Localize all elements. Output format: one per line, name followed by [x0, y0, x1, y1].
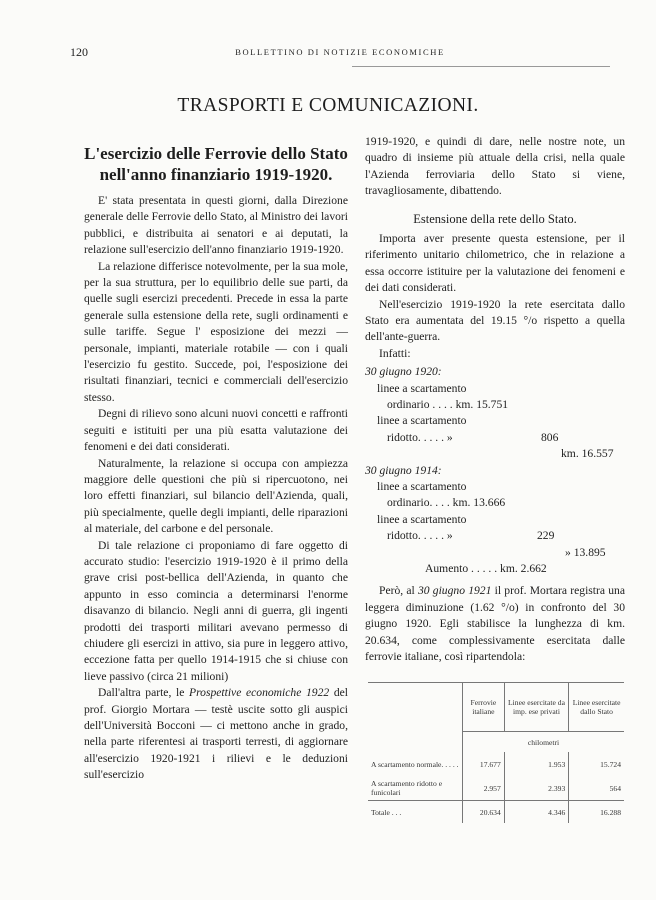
running-header — [70, 45, 610, 61]
table-corner — [368, 732, 463, 753]
table-cell: 16.288 — [569, 801, 624, 824]
paragraph: Di tale relazione ci proponiamo di fare oggetto di accurato studio: l'esercizio 1919-1920 è il primo della grave crisi post-bellica dell'Azienda, in quanto che appunto in esso cominciа a determinarsi l'enorme disavanzo di bilancio. Negli anni di guerra, gli ingenti prodotti dei trasporti militari avevano permesso di chiudere gli esercizi in attivo, sia pure in leggero attivo, eccezione fatta per quello 1914-1915 che si chiuse con lieve passivo (circa 21 milioni) — [84, 538, 348, 683]
text-run: Però, al — [379, 584, 415, 598]
column-header: Linee esercitate dallo Stato — [569, 683, 624, 732]
list-item — [365, 430, 625, 446]
row-label: A scartamento ridotto e funicolari — [371, 779, 443, 797]
list-total: Aumento . . . . . km. 2.662 — [425, 562, 547, 575]
list-item — [365, 545, 625, 561]
list-value: ordinario. . . . km. 13.666 — [387, 496, 506, 510]
table-cell: 564 — [569, 776, 624, 801]
text-run: il prof. Mortara registra una leggera diminuzione (1.62 °/o) in confronto del 30 giugno 1920. Egli stabilisce la lunghezza di km. 20.634, come complessivamente esercitata dalle ferrovie italiane, così ripartendola: — [365, 584, 625, 664]
unit-row — [368, 732, 624, 753]
network-table — [368, 682, 624, 823]
list-label: linee a scartamento — [377, 512, 467, 526]
table-cell: 17.677 — [463, 752, 505, 776]
list-value: 806 — [541, 430, 559, 444]
subheading: Estensione della rete dello Stato. — [413, 211, 577, 226]
table-cell: 20.634 — [463, 801, 505, 824]
list-item — [365, 413, 625, 429]
paragraph: Nell'esercizio 1919-1920 la rete esercitata dallo Stato era aumentata del 19.15 °/o rispetto a quella dell'ante-guerra. — [365, 297, 625, 344]
list-label: linee a scartamento — [377, 480, 467, 494]
paragraph: Naturalmente, la relazione si occupa con ampiezza maggiore delle questioni che più si ripercuotono, nei loro effetti finanziari, sul bilancio dell'Azienda, quali, più specialmente, quelle degli impianti, delle riparazioni al materiale, del carbone e del personale. — [84, 456, 348, 536]
running-title: BOLLETTINO DI NOTIZIE ECONOMICHE — [235, 47, 445, 57]
row-label: Totale . . . — [368, 801, 463, 824]
total-row — [368, 801, 624, 824]
list-label: linee a scartamento — [377, 414, 467, 428]
list-item — [365, 495, 625, 511]
table-cell: 2.957 — [463, 776, 505, 801]
table-cell: 1.953 — [504, 752, 568, 776]
paragraph — [84, 685, 348, 783]
article-title-line2: nell'anno finanziario 1919-1920. — [99, 165, 333, 184]
paragraph: E' stata presentata in questi giorni, dalla Direzione generale delle Ferrovie dello Stato, al Ministro dei lavori pubblici, e distribuita ai senatori e ai deputati, la relazione sull'esercizio dell'anno finanziario 1919-1920. — [84, 194, 348, 257]
list-item — [365, 397, 625, 413]
column-header: Ferrovie italiane — [463, 683, 505, 732]
paragraph: Degni di rilievo sono alcuni nuovi concetti e raffronti seguiti e istituiti per una più esatta valutazione dei fenomeni e dei dati considerati. — [84, 407, 348, 454]
paragraph: Importa aver presente questa estensione, per il riferimento unitario chilometrico, che in relazione a essa occorre istituire per la valutazione dei fenomeni e dei dati considerati. — [365, 232, 625, 295]
list-item — [365, 528, 625, 544]
list-item — [365, 561, 625, 577]
table-row — [368, 752, 624, 776]
table-row — [368, 776, 624, 801]
list-item — [365, 512, 625, 528]
unit-label: chilometri — [463, 732, 625, 753]
page-number: 120 — [70, 45, 88, 59]
left-column — [84, 143, 348, 784]
paragraph — [365, 583, 625, 665]
section-title: TRASPORTI E COMUNICAZIONI. — [177, 95, 479, 116]
table-cell: 15.724 — [569, 752, 624, 776]
table-cell: 4.346 — [504, 801, 568, 824]
book-title: Prospettive economiche 1922 — [188, 686, 330, 700]
infatti-label: Infatti: — [379, 346, 411, 360]
paragraph: 1919-1920, e quindi di dare, nelle nostre note, un quadro di insieme più attuale della crisi, nella quale l'Azienda ferroviaria dello Stato si viene, travagliosamente, dibattendo. — [365, 135, 625, 198]
list-sum: km. 16.557 — [561, 447, 614, 461]
row-label: A scartamento normale. . . . . — [371, 759, 459, 769]
table-header-row — [368, 683, 624, 732]
list-item — [365, 479, 625, 495]
list-value: 229 — [537, 529, 555, 543]
paragraph: La relazione differisce notevolmente, per la sua mole, per la sua struttura, per lo equilibrio delle sue parti, da quelle sugli esercizi precedenti. Precede in essa la parte generale sulla estensione della rete, sugli ordinamenti e sulle tariffe. Segue l' esposizione dei mezzi — personale, impianti, materiale rotabile — con i quali l'esercizio fu gestito. Succede, poi, l'esposizione dei risultati finanziari, tecnici e commerciali dell'esercizio stesso. — [84, 259, 348, 404]
text-run: Dall'altra parte, le — [98, 686, 185, 700]
network-length-list — [365, 364, 625, 577]
list-value: ordinario . . . . km. 15.751 — [387, 398, 509, 412]
list-item — [365, 446, 625, 462]
list-label: linee a scartamento — [377, 381, 467, 395]
list-value: ridotto. . . . . » — [387, 430, 453, 444]
table-cell: 2.393 — [504, 776, 568, 801]
table-corner — [368, 683, 463, 732]
column-header: Linee esercitate da imp. ese privati — [504, 683, 568, 732]
date-italic: 30 giugno 1921 — [417, 584, 492, 598]
list-value: ridotto. . . . . » — [387, 529, 453, 543]
article-title-line1: L'esercizio delle Ferrovie dello Stato — [84, 144, 348, 163]
list-date: 30 giugno 1920: — [365, 365, 442, 379]
article-title — [84, 143, 348, 185]
list-item — [365, 381, 625, 397]
list-date: 30 giugno 1914: — [365, 463, 442, 477]
text-run: del prof. Giorgio Mortara — testè uscite sotto gli auspici dell'Università Bocconi — ci mettono anche in grado, nella parte riferentesi ai trasporti terresti, di aggiornare all'esercizio 1920-1921 i rilievi e le deduzioni sull'esercizio — [84, 686, 348, 782]
header-rule — [352, 66, 610, 67]
right-column — [365, 134, 625, 665]
list-sum: » 13.895 — [565, 545, 606, 559]
